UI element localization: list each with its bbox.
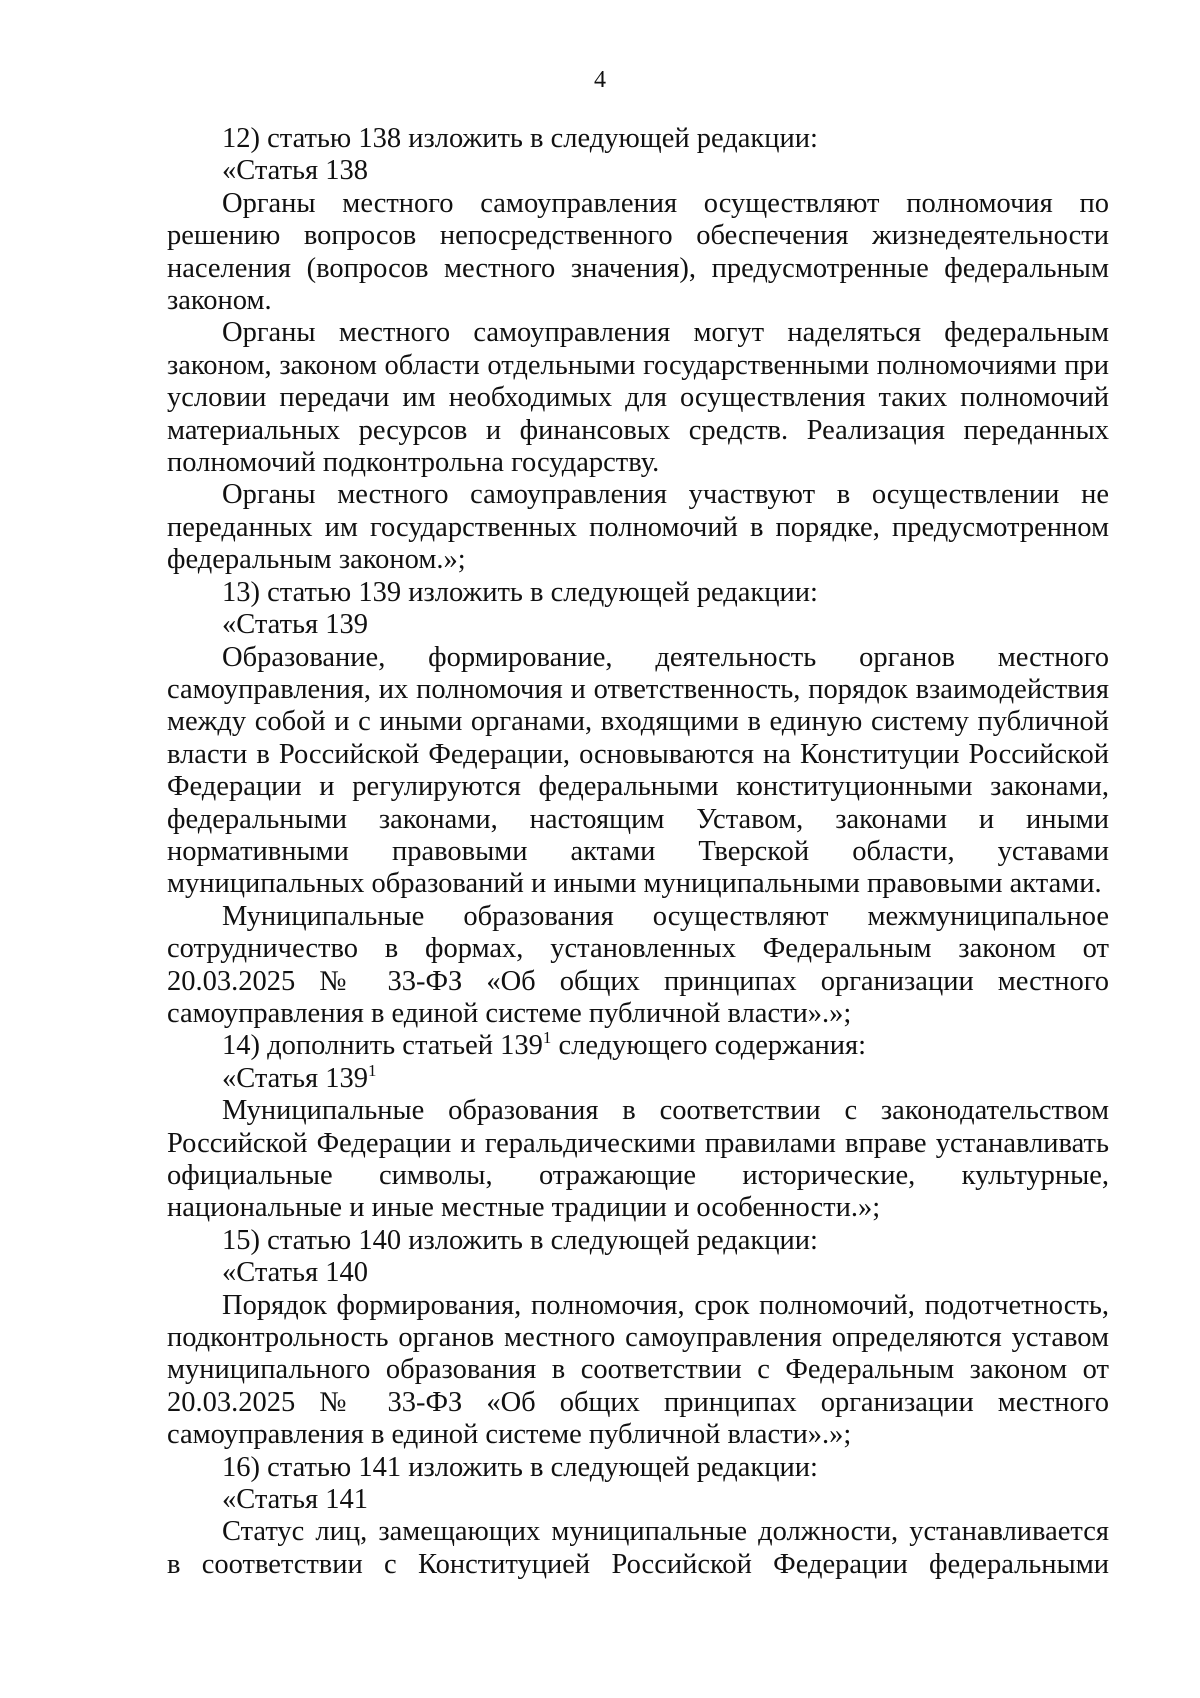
article-139-paragraph-1 xyxy=(167,642,1109,901)
article-140-paragraph-1 xyxy=(167,1290,1109,1452)
article-title-141 xyxy=(167,1484,1109,1516)
article-138-paragraph-1 xyxy=(167,188,1109,318)
paragraph-text: Органы местного самоуправления участвуют в осуществлении не переданных им государственных полномочий в порядке, предусмотренном федеральным законом.»; xyxy=(167,479,1109,576)
amendment-item-14 xyxy=(167,1030,1109,1062)
amendment-item-15 xyxy=(167,1225,1109,1257)
paragraph-text: Муниципальные образования в соответствии с законодательством Российской Федерации и геральдическими правилами вправе устанавливать официальные символы, отражающие исторические, культурные, национальные и иные местные традиции и особенности.»; xyxy=(167,1095,1109,1224)
paragraph-text: «Статья 138 xyxy=(222,155,369,187)
page-number: 4 xyxy=(594,67,606,93)
article-138-paragraph-2 xyxy=(167,317,1109,479)
paragraph-text: Органы местного самоуправления осуществляют полномочия по решению вопросов непосредственного обеспечения жизнедеятельности населения (вопросов местного значения), предусмотренные федеральным законом. xyxy=(167,187,1109,317)
article-139-1-paragraph-1 xyxy=(167,1095,1109,1225)
superscript: 1 xyxy=(542,1028,552,1048)
amendment-item-12 xyxy=(167,123,1109,155)
superscript: 1 xyxy=(368,1060,377,1080)
article-title-138 xyxy=(167,155,1109,187)
amendment-item-16 xyxy=(167,1452,1109,1484)
paragraph-text: «Статья 140 xyxy=(222,1257,369,1289)
paragraph-text: Порядок формирования, полномочия, срок полномочий, подотчетность, подконтрольность органов местного самоуправления определяются уставом муниципального образования в соответствии с Федеральным законом от 20.03.2025 № 33-ФЗ «Об общих принципах организации местного самоуправления в единой системе публичной власти».»; xyxy=(167,1289,1109,1451)
paragraph-text: Органы местного самоуправления могут наделяться федеральным законом, законом области отдельными государственными полномочиями при условии передачи им необходимых для осуществления таких полномочий материальных ресурсов и финансовых средств. Реализация переданных полномочий подконтрольна государству. xyxy=(167,317,1109,479)
paragraph-text-continuation: следующего содержания: xyxy=(551,1030,867,1062)
paragraph-text: Муниципальные образования осуществляют межмуниципальное сотрудничество в формах, установленных Федеральным законом от 20.03.2025 № 33-ФЗ «Об общих принципах организации местного самоуправления в единой системе публичной власти».»; xyxy=(167,900,1109,1029)
paragraph-text: «Статья 141 xyxy=(222,1484,369,1516)
paragraph-text: Статус лиц, замещающих муниципальные должности, устанавливается в соответствии с Конституцией Российской Федерации федеральными xyxy=(167,1516,1109,1580)
paragraph-text: 16) статью 141 изложить в следующей редакции: xyxy=(222,1451,818,1483)
paragraph-text: 13) статью 139 изложить в следующей редакции: xyxy=(222,576,818,608)
article-141-paragraph-1 xyxy=(167,1516,1109,1581)
article-title-139 xyxy=(167,609,1109,641)
article-title-139-1 xyxy=(167,1060,1109,1095)
article-138-paragraph-3 xyxy=(167,479,1109,576)
amendment-item-13 xyxy=(167,577,1109,609)
paragraph-text: 12) статью 138 изложить в следующей редакции: xyxy=(222,123,818,154)
document-body xyxy=(167,123,1109,1581)
paragraph-text: 14) дополнить статьей 139 xyxy=(222,1030,543,1062)
paragraph-text: «Статья 139 xyxy=(222,609,369,641)
paragraph-text: Образование, формирование, деятельность органов местного самоуправления, их полномочия и ответственность, порядок взаимодействия между собой и с иными органами, входящими в единую систему публичной власти в Российской Федерации, основываются на Конституции Российской Федерации и регулируются федеральными конституционными законами, федеральными законами, настоящим Уставом, законами и иными нормативными правовыми актами Тверской области, уставами муниципальных образований и иными муниципальными правовыми актами. xyxy=(167,641,1109,900)
article-title-140 xyxy=(167,1257,1109,1289)
paragraph-text: «Статья 139 xyxy=(222,1062,369,1094)
article-139-paragraph-2 xyxy=(167,901,1109,1031)
paragraph-text: 15) статью 140 изложить в следующей редакции: xyxy=(222,1224,818,1256)
